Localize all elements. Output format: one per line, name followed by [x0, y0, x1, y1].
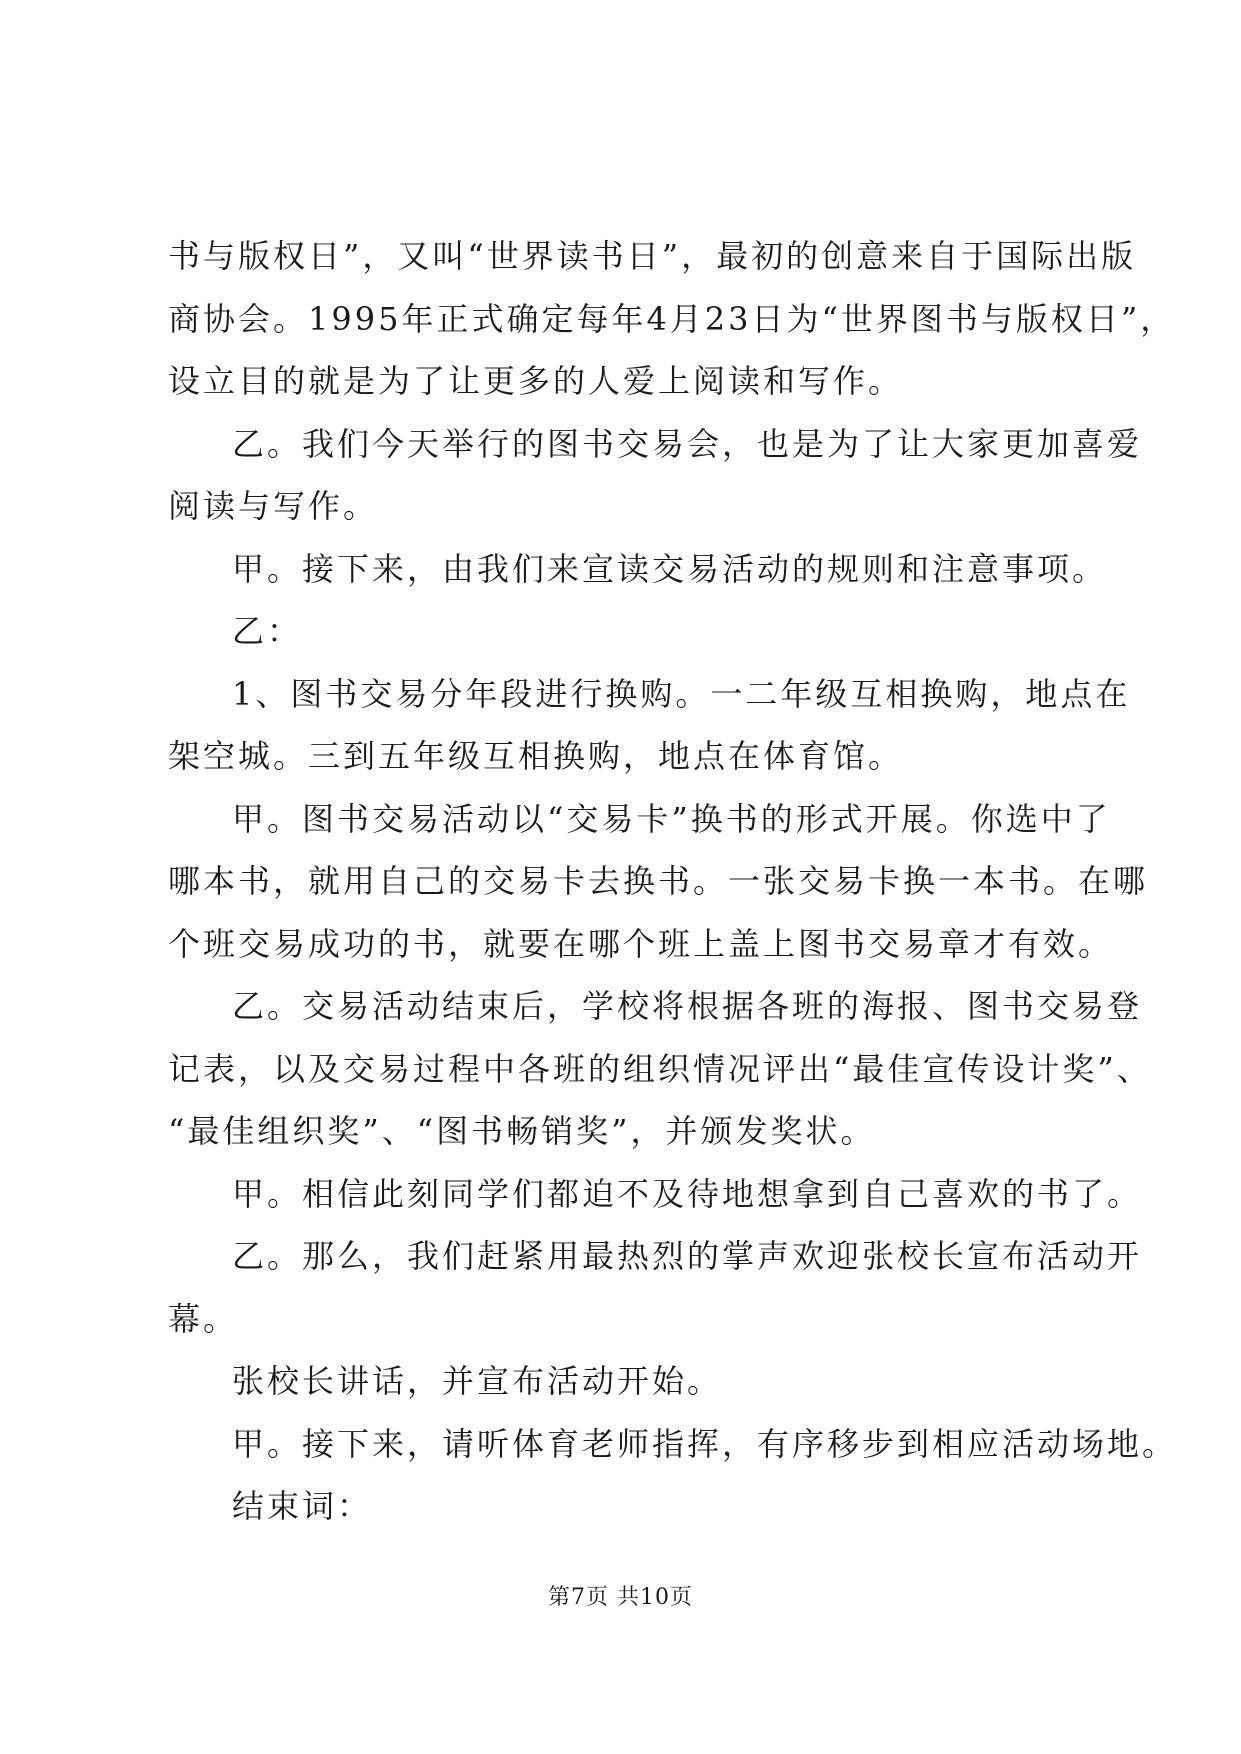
text-line: 幕。: [168, 1300, 239, 1338]
text-line: 甲。相信此刻同学们都迫不及待地想拿到自己喜欢的书了。: [232, 1175, 1143, 1213]
text-line: 乙。我们今天举行的图书交易会，也是为了让大家更加喜爱: [232, 425, 1143, 463]
text-line: “最佳组织奖”、“图书畅销奖”，并颁发奖状。: [168, 1112, 876, 1150]
text-line: 个班交易成功的书，就要在哪个班上盖上图书交易章才有效。: [168, 925, 1114, 963]
text-line: 甲。接下来，由我们来宣读交易活动的规则和注意事项。: [232, 550, 1108, 588]
text-line: 张校长讲话，并宣布活动开始。: [232, 1362, 723, 1400]
text-line: 书与版权日”，又叫“世界读书日”，最初的创意来自于国际出版: [168, 237, 1137, 275]
text-line: 架空城。三到五年级互相换购，地点在体育馆。: [168, 737, 904, 775]
text-line: 阅读与写作。: [168, 487, 379, 525]
text-line: 商协会。1995年正式确定每年4月23日为“世界图书与版权日”，: [168, 300, 1176, 338]
text-line: 哪本书，就用自己的交易卡去换书。一张交易卡换一本书。在哪: [168, 862, 1149, 900]
page-number-footer: 第7页 共10页: [548, 1585, 693, 1610]
text-line: 设立目的就是为了让更多的人爱上阅读和写作。: [168, 362, 904, 400]
text-line: 结束词：: [232, 1487, 373, 1525]
text-line: 乙：: [232, 612, 303, 650]
text-line: 记表，以及交易过程中各班的组织情况评出“最佳宣传设计奖”、: [168, 1050, 1152, 1088]
text-line: 1、图书交易分年段进行换购。一二年级互相换购，地点在: [232, 675, 1131, 713]
text-line: 甲。图书交易活动以“交易卡”换书的形式开展。你选中了: [232, 800, 1111, 838]
text-line: 乙。那么，我们赶紧用最热烈的掌声欢迎张校长宣布活动开: [232, 1237, 1143, 1275]
text-line: 甲。接下来，请听体育老师指挥，有序移步到相应活动场地。: [232, 1425, 1178, 1463]
text-line: 乙。交易活动结束后，学校将根据各班的海报、图书交易登: [232, 987, 1143, 1025]
